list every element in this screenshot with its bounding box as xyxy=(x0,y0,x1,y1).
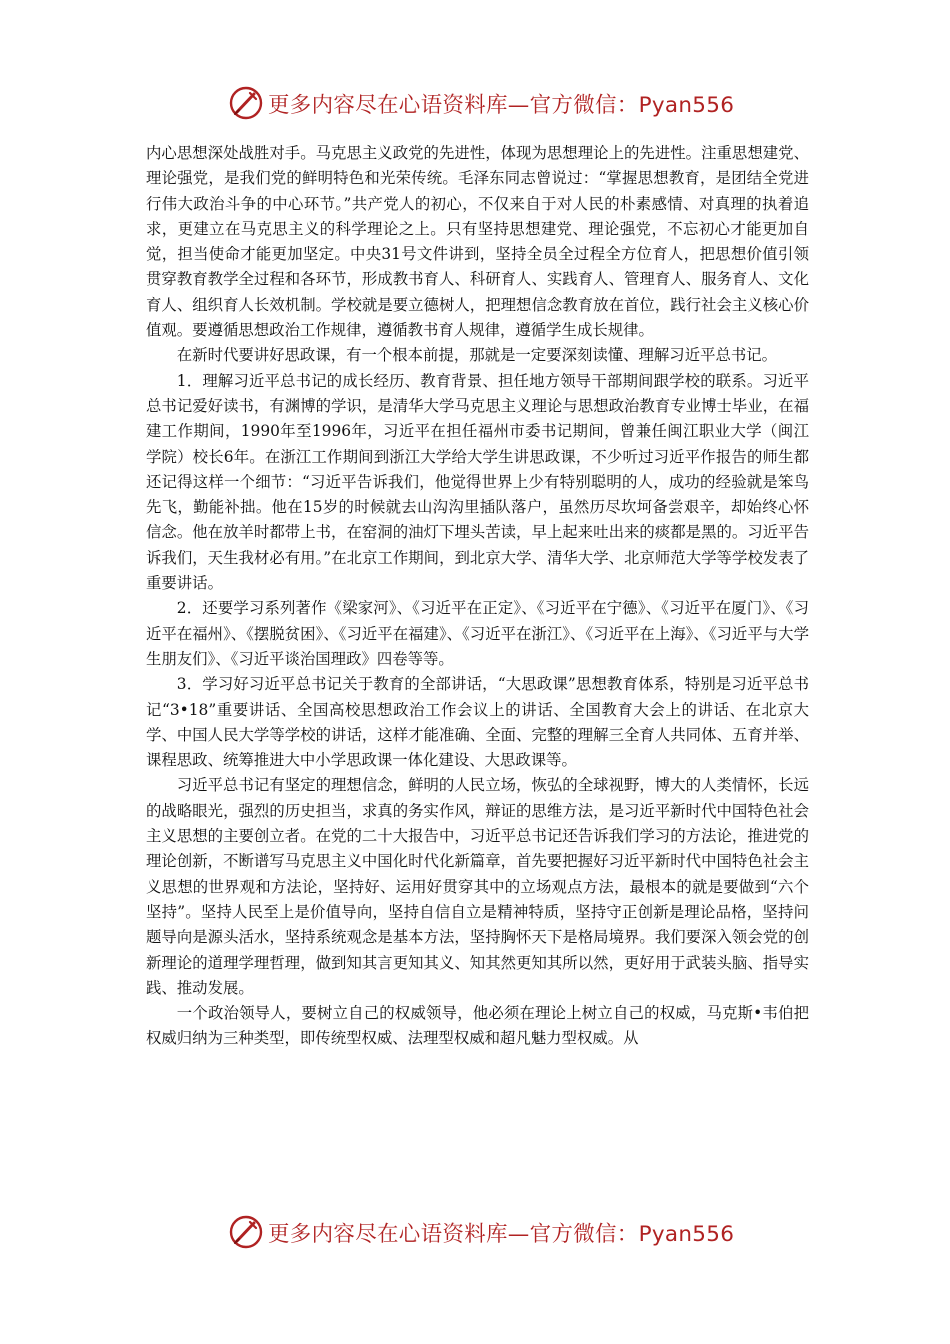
paragraph: 内心思想深处战胜对手。马克思主义政党的先进性，体现为思想理论上的先进性。注重思想建党、理论强党，是我们党的鲜明特色和光荣传统。毛泽东同志曾说过：“掌握思想教育，是团结全党进行伟大政治斗争的中心环节。”共产党人的初心，不仅来自于对人民的朴素感情、对真理的执着追求，更建立在马克思主义的科学理论之上。只有坚持思想建党、理论强党，不忘初心才能更加自觉，担当使命才能更加坚定。中央31号文件讲到，坚持全员全过程全方位育人，把思想价值引领贯穿教育教学全过程和各环节，形成教书育人、科研育人、实践育人、管理育人、服务育人、文化育人、组织育人长效机制。学校就是要立德树人，把理想信念教育放在首位，践行社会主义核心价值观。要遵循思想政治工作规律，遵循教书育人规律，遵循学生成长规律。 xyxy=(146,144,809,340)
paragraph: 一个政治领导人，要树立自己的权威领导，他必须在理论上树立自己的权威，马克斯•韦伯把权威归纳为三种类型，即传统型权威、法理型权威和超凡魅力型权威。从 xyxy=(146,1004,809,1048)
footer-watermark xyxy=(228,1212,734,1252)
document-body xyxy=(146,141,809,1052)
pen-circle-logo-icon xyxy=(228,85,264,121)
watermark-text: 更多内容尽在心语资料库—官方微信：Pyan556 xyxy=(268,1221,735,1247)
pen-circle-logo-icon xyxy=(228,1214,264,1250)
paragraph: 习近平总书记有坚定的理想信念，鲜明的人民立场，恢弘的全球视野，博大的人类情怀，长远的战略眼光，强烈的历史担当，求真的务实作风，辩证的思维方法，是习近平新时代中国特色社会主义思想的主要创立者。在党的二十大报告中，习近平总书记还告诉我们学习的方法论，推进党的理论创新，不断谱写马克思主义中国化时代化新篇章，首先要把握好习近平新时代中国特色社会主义思想的世界观和方法论，坚持好、运用好贯穿其中的立场观点方法，最根本的就是要做到“六个坚持”。坚持人民至上是价值导向，坚持自信自立是精神特质，坚持守正创新是理论品格，坚持问题导向是源头活水，坚持系统观念是基本方法，坚持胸怀天下是格局境界。我们要深入领会党的创新理论的道理学理哲理，做到知其言更知其义、知其然更知其所以然，更好用于武装头脑、指导实践、推动发展。 xyxy=(146,776,809,997)
header-watermark xyxy=(228,83,734,123)
paragraph: 1．理解习近平总书记的成长经历、教育背景、担任地方领导干部期间跟学校的联系。习近平总书记爱好读书，有渊博的学识，是清华大学马克思主义理论与思想政治教育专业博士毕业，在福建工作期间，1990年至1996年，习近平在担任福州市委书记期间，曾兼任闽江职业大学（闽江学院）校长6年。在浙江工作期间到浙江大学给大学生讲思政课，不少听过习近平作报告的师生都还记得这样一个细节：“习近平告诉我们，他觉得世界上少有特别聪明的人，成功的经验就是笨鸟先飞，勤能补拙。他在15岁的时候就去山沟沟里插队落户，虽然历尽坎坷备尝艰辛，却始终心怀信念。他在放羊时都带上书，在窑洞的油灯下埋头苦读，早上起来吐出来的痰都是黑的。习近平告诉我们，天生我材必有用。”在北京工作期间，到北京大学、清华大学、北京师范大学等学校发表了重要讲话。 xyxy=(146,371,809,593)
paragraph: 3．学习好习近平总书记关于教育的全部讲话，“大思政课”思想教育体系，特别是习近平总书记“3•18”重要讲话、全国高校思想政治工作会议上的讲话、全国教育大会上的讲话、在北京大学、中国人民大学等学校的讲话，这样才能准确、全面、完整的理解三全育人共同体、五育并举、课程思政、统筹推进大中小学思政课一体化建设、大思政课等。 xyxy=(146,675,809,770)
paragraph: 在新时代要讲好思政课，有一个根本前提，那就是一定要深刻读懂、理解习近平总书记。 xyxy=(176,346,778,365)
watermark-text: 更多内容尽在心语资料库—官方微信：Pyan556 xyxy=(268,92,735,118)
paragraph: 2．还要学习系列著作《梁家河》、《习近平在正定》、《习近平在宁德》、《习近平在厦门》、《习近平在福州》、《摆脱贫困》、《习近平在福建》、《习近平在浙江》、《习近平在上海》、《习近平与大学生朋友们》、《习近平谈治国理政》四卷等等。 xyxy=(146,599,809,668)
